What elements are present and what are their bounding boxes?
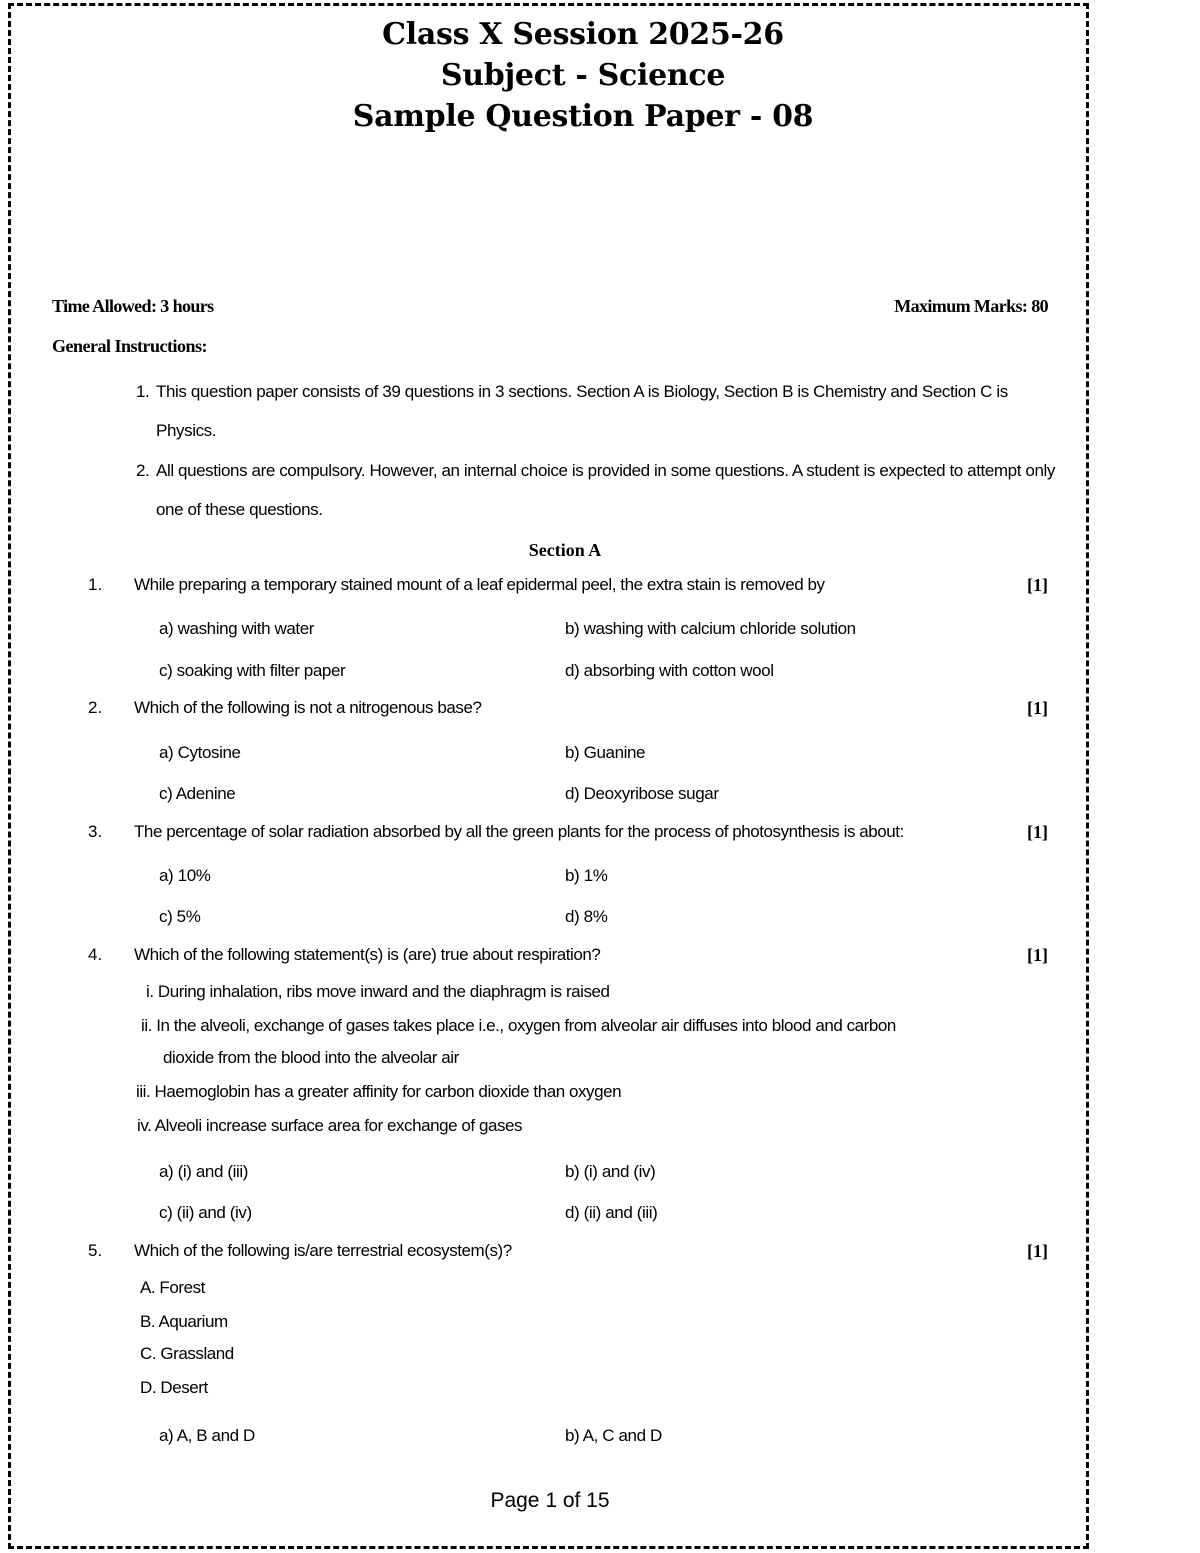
section-heading: Section A [528,540,602,560]
question-number: 1. [88,575,103,594]
choice-b: B. Aquarium [140,1312,228,1331]
paper-title [0,14,1166,137]
option-b: b) 1% [565,866,608,885]
instruction-text: This question paper consists of 39 questions in 3 sections. Section A is Biology, Section B is Chemistry and Section C is Physics. [156,382,1008,440]
option-a: a) 10% [159,866,211,885]
question-number: 3. [88,822,103,841]
question-marks: [1] [1027,945,1048,965]
option-d: d) absorbing with cotton wool [565,661,774,680]
option-a: a) washing with water [159,619,315,638]
instruction-number: 1. [136,382,150,401]
choice-c: C. Grassland [140,1344,234,1363]
general-instructions-heading: General Instructions: [52,336,207,356]
time-allowed: Time Allowed: 3 hours [52,296,214,316]
choice-a: A. Forest [140,1278,205,1297]
option-d: d) Deoxyribose sugar [565,784,719,803]
instruction-number: 2. [136,461,150,480]
question-marks: [1] [1027,575,1048,595]
question-text: While preparing a temporary stained mount of a leaf epidermal peel, the extra stain is removed by [134,575,825,594]
option-c: c) 5% [159,907,201,926]
question-marks: [1] [1027,822,1048,842]
question-text: The percentage of solar radiation absorbed by all the green plants for the process of photosynthesis is about: [134,822,904,841]
option-d: d) 8% [565,907,608,926]
question-number: 4. [88,945,103,964]
instruction-text: All questions are compulsory. However, an internal choice is provided in some questions. A student is expected to attempt only one of these questions. [156,461,1055,519]
option-b: b) Guanine [565,743,646,762]
question-marks: [1] [1027,698,1048,718]
choice-d: D. Desert [140,1378,208,1397]
option-a: a) (i) and (iii) [159,1162,249,1181]
statement-ii-continued: dioxide from the blood into the alveolar air [163,1048,459,1067]
option-b: b) (i) and (iv) [565,1162,656,1181]
maximum-marks: Maximum Marks: 80 [894,296,1048,316]
question-text: Which of the following statement(s) is (are) true about respiration? [134,945,601,964]
option-b: b) washing with calcium chloride solution [565,619,856,638]
paper-number-title: Sample Question Paper - 08 [352,99,814,134]
option-d: d) (ii) and (iii) [565,1203,658,1222]
question-text: Which of the following is not a nitrogenous base? [134,698,482,717]
statement-iii: iii. Haemoglobin has a greater affinity for carbon dioxide than oxygen [136,1082,622,1101]
statement-i: i. During inhalation, ribs move inward and the diaphragm is raised [146,982,610,1001]
option-a: a) Cytosine [159,743,241,762]
class-session-title: Class X Session 2025-26 [382,17,784,52]
option-c: c) Adenine [159,784,236,803]
instruction-item [136,451,1056,529]
instruction-item [136,372,1056,450]
question-text: Which of the following is/are terrestrial ecosystem(s)? [134,1241,512,1260]
page-number: Page 1 of 15 [490,1489,610,1512]
question-number: 5. [88,1241,103,1260]
option-c: c) soaking with filter paper [159,661,346,680]
subject-title: Subject - Science [440,58,726,93]
option-c: c) (ii) and (iv) [159,1203,252,1222]
question-number: 2. [88,698,103,717]
option-a: a) A, B and D [159,1426,255,1445]
statement-iv: iv. Alveoli increase surface area for exchange of gases [137,1116,523,1135]
statement-ii: ii. In the alveoli, exchange of gases takes place i.e., oxygen from alveolar air diffuses into blood and carbon [141,1016,896,1035]
option-b: b) A, C and D [565,1426,662,1445]
question-marks: [1] [1027,1241,1048,1261]
